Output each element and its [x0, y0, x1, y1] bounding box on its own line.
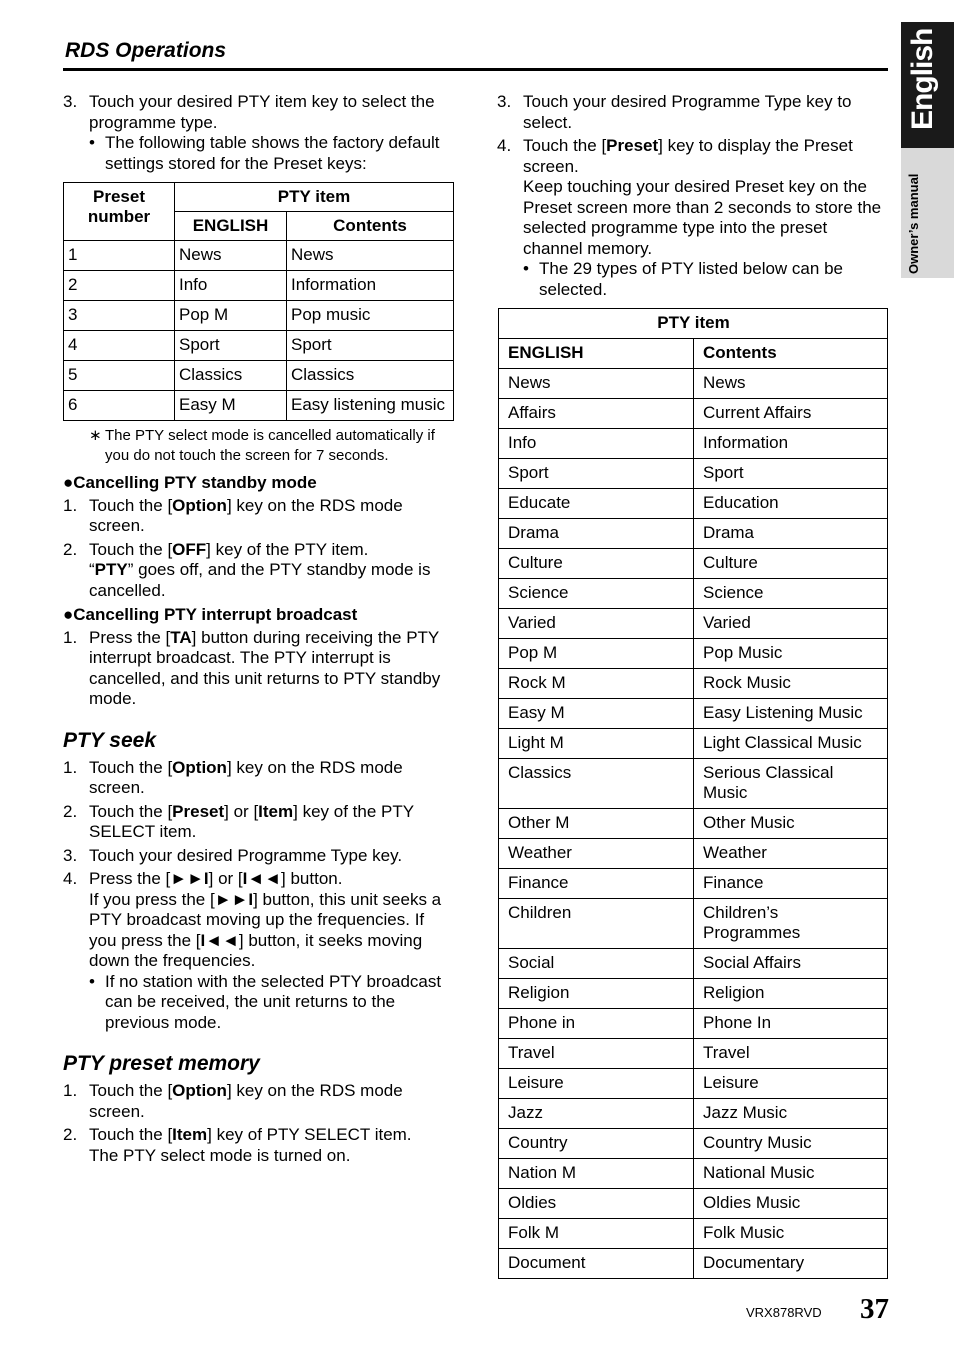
pty-contents-cell: Documentary: [694, 1249, 888, 1279]
table-row: [64, 331, 454, 361]
step-2: 2. Touch the [Item] key of PTY SELECT item. The PTY select mode is turned on.: [63, 1125, 412, 1165]
pty-contents-cell: Social Affairs: [694, 949, 888, 979]
header-rule: [63, 68, 888, 71]
pty-contents-cell: Travel: [694, 1039, 888, 1069]
pty-english-cell: Folk M: [499, 1219, 694, 1249]
table-row: [499, 1219, 888, 1249]
preset-table: [63, 182, 454, 421]
cell: 1: [64, 241, 175, 271]
cell: News: [175, 241, 287, 271]
table-row: [499, 459, 888, 489]
pty-english-cell: Weather: [499, 839, 694, 869]
cancel-standby-heading: ●Cancelling PTY standby mode: [63, 473, 317, 492]
table-row: [499, 639, 888, 669]
key-off: OFF: [172, 539, 207, 559]
key-item: Item: [172, 1125, 208, 1144]
step-3: [63, 92, 455, 174]
note: [63, 426, 455, 465]
table-row: [499, 519, 888, 549]
bullet: • The following table shows the factory default settings stored for the Preset keys:: [89, 133, 455, 174]
cell: Pop M: [175, 301, 287, 331]
pty-contents-cell: Light Classical Music: [694, 729, 888, 759]
table-row: [499, 949, 888, 979]
key-option: Option: [172, 495, 227, 515]
pty-contents-cell: Folk Music: [694, 1219, 888, 1249]
pty-contents-cell: News: [694, 369, 888, 399]
table-row: [499, 579, 888, 609]
col-english: ENGLISH: [499, 339, 694, 369]
cell: Pop music: [287, 301, 454, 331]
pty-contents-cell: Weather: [694, 839, 888, 869]
pty-contents-cell: Pop Music: [694, 639, 888, 669]
prev-track-icon: I◄◄: [242, 869, 282, 888]
step-text: Keep touching your desired Preset key on the Preset screen more than 2 seconds to store the selected programme type into the preset channel memory.: [523, 177, 882, 258]
pty-english-cell: Religion: [499, 979, 694, 1009]
pty-contents-cell: Leisure: [694, 1069, 888, 1099]
col-pty-item: PTY item: [499, 309, 888, 339]
pty-english-cell: Nation M: [499, 1159, 694, 1189]
pty-english-cell: Rock M: [499, 669, 694, 699]
cell: Sport: [175, 331, 287, 361]
table-row: [499, 1129, 888, 1159]
table-row: [499, 979, 888, 1009]
pty-english-cell: Finance: [499, 869, 694, 899]
table-row: [499, 489, 888, 519]
table-row: [499, 869, 888, 899]
table-row: [64, 271, 454, 301]
pty-contents-cell: Information: [694, 429, 888, 459]
manual-label: Owner’s manual: [906, 173, 921, 274]
pty-english-cell: Pop M: [499, 639, 694, 669]
prev-track-icon: I◄◄: [200, 930, 239, 950]
pty-english-cell: Oldies: [499, 1189, 694, 1219]
pty-english-cell: Light M: [499, 729, 694, 759]
table-row: [499, 1249, 888, 1279]
pty-contents-cell: Oldies Music: [694, 1189, 888, 1219]
col-contents: Contents: [694, 339, 888, 369]
table-row: [64, 391, 454, 421]
next-track-icon: ►►I: [170, 869, 209, 888]
pty-english-cell: Affairs: [499, 399, 694, 429]
pty-english-cell: Science: [499, 579, 694, 609]
col-english: ENGLISH: [175, 212, 287, 241]
cell: Easy listening music: [287, 391, 454, 421]
pty-english-cell: Jazz: [499, 1099, 694, 1129]
step-4: 4. Press the [►►I] or [I◄◄] button. If you press the [►►I] button, this unit seeks a PTY broadcast moving up the frequencies. If you press the [I◄◄] button, it seeks moving down the frequencies. • If no station with the selected PTY broadcast can be received, the unit returns to the previous mode.: [63, 869, 455, 1033]
table-row: [499, 839, 888, 869]
pty-contents-cell: National Music: [694, 1159, 888, 1189]
step-1: 1. Press the [TA] button during receiving the PTY interrupt broadcast. The PTY interrupt is cancelled, and this unit returns to PTY standby mode.: [63, 627, 441, 708]
pty-contents-cell: Jazz Music: [694, 1099, 888, 1129]
key-option: Option: [172, 1081, 227, 1100]
table-row: [499, 1009, 888, 1039]
pty-english-cell: News: [499, 369, 694, 399]
bullet: • If no station with the selected PTY broadcast can be received, the unit returns to the previous mode.: [89, 972, 455, 1034]
table-row: [499, 729, 888, 759]
cell: 2: [64, 271, 175, 301]
pty-contents-cell: Other Music: [694, 809, 888, 839]
pty-english-cell: Travel: [499, 1039, 694, 1069]
cell: 3: [64, 301, 175, 331]
pty-contents-cell: Children’s Programmes: [694, 899, 888, 949]
pty-contents-cell: Sport: [694, 459, 888, 489]
col-contents: Contents: [287, 212, 454, 241]
pty-english-cell: Phone in: [499, 1009, 694, 1039]
table-row: [499, 759, 888, 809]
pty-seek-heading: PTY seek: [63, 728, 157, 752]
cell: Classics: [287, 361, 454, 391]
table-row: [499, 1159, 888, 1189]
pty-contents-cell: Current Affairs: [694, 399, 888, 429]
table-row: [499, 549, 888, 579]
pty-english-cell: Easy M: [499, 699, 694, 729]
cell: Information: [287, 271, 454, 301]
pty-contents-cell: Varied: [694, 609, 888, 639]
pty-contents-cell: Education: [694, 489, 888, 519]
step-1: 1. Touch the [Option] key on the RDS mode screen.: [63, 495, 403, 535]
pty-english-cell: Classics: [499, 759, 694, 809]
step-1: 1. Touch the [Option] key on the RDS mode screen.: [63, 757, 403, 797]
pty-english-cell: Sport: [499, 459, 694, 489]
pty-contents-cell: Serious Classical Music: [694, 759, 888, 809]
step-number: 3.: [63, 92, 78, 111]
pty-indicator: PTY: [94, 560, 128, 579]
pty-contents-cell: Finance: [694, 869, 888, 899]
table-row: [499, 1039, 888, 1069]
pty-contents-cell: Drama: [694, 519, 888, 549]
cell: 5: [64, 361, 175, 391]
bullet-text: The 29 types of PTY listed below can be selected.: [539, 259, 843, 299]
step-3: 3. Touch your desired Programme Type key.: [63, 846, 455, 867]
table-row: [499, 899, 888, 949]
bullet: • The 29 types of PTY listed below can be selected.: [523, 259, 889, 300]
pty-english-cell: Social: [499, 949, 694, 979]
bullet-text: The following table shows the factory default settings stored for the Preset keys:: [105, 133, 440, 173]
pty-contents-cell: Religion: [694, 979, 888, 1009]
key-preset: Preset: [172, 801, 225, 821]
table-row: [499, 669, 888, 699]
cell: 4: [64, 331, 175, 361]
step-text: Touch your desired PTY item key to select the programme type.: [89, 92, 435, 132]
table-row: [499, 399, 888, 429]
table-row: [499, 609, 888, 639]
cell: 6: [64, 391, 175, 421]
pty-contents-cell: Phone In: [694, 1009, 888, 1039]
step-2: 2. Touch the [Preset] or [Item] key of the PTY SELECT item.: [63, 801, 414, 841]
pty-english-cell: Document: [499, 1249, 694, 1279]
left-column: [63, 92, 455, 1169]
cell: Easy M: [175, 391, 287, 421]
table-row: [499, 809, 888, 839]
pty-english-cell: Leisure: [499, 1069, 694, 1099]
language-label: English: [906, 28, 939, 130]
table-row: [64, 241, 454, 271]
pty-contents-cell: Country Music: [694, 1129, 888, 1159]
table-row: [64, 301, 454, 331]
key-item: Item: [258, 801, 294, 821]
next-track-icon: ►►I: [214, 889, 254, 909]
pty-contents-cell: Science: [694, 579, 888, 609]
table-row: [499, 699, 888, 729]
pty-english-cell: Varied: [499, 609, 694, 639]
pty-english-cell: Other M: [499, 809, 694, 839]
table-row: [499, 369, 888, 399]
cell: Sport: [287, 331, 454, 361]
col-preset-number: Preset number: [64, 183, 175, 241]
step-4: 4. Touch the [Preset] key to display the Preset screen. Keep touching your desired Preset key on the Preset screen more than 2 seconds to store the selected programme type into the preset channel memory. • The 29 types of PTY listed below can be selected.: [497, 136, 889, 300]
pty-contents-cell: Easy Listening Music: [694, 699, 888, 729]
cell: News: [287, 241, 454, 271]
pty-contents-cell: Culture: [694, 549, 888, 579]
step-1: 1. Touch the [Option] key on the RDS mode screen.: [63, 1081, 403, 1121]
table-row: [499, 1069, 888, 1099]
key-ta: TA: [170, 627, 192, 647]
step-3: 3. Touch your desired Programme Type key to select.: [497, 92, 889, 133]
pty-english-cell: Children: [499, 899, 694, 949]
table-row: [499, 1189, 888, 1219]
cell: Classics: [175, 361, 287, 391]
cancel-interrupt-heading: ●Cancelling PTY interrupt broadcast: [63, 605, 358, 624]
key-option: Option: [172, 757, 227, 777]
col-pty-item: PTY item: [175, 183, 454, 212]
note-mark: ∗: [89, 427, 102, 444]
table-row: [64, 361, 454, 391]
key-preset: Preset: [606, 136, 659, 155]
page-title: RDS Operations: [65, 39, 227, 62]
note-text: The PTY select mode is cancelled automatically if you do not touch the screen for 7 seconds.: [105, 427, 435, 464]
pty-contents-cell: Rock Music: [694, 669, 888, 699]
pty-english-cell: Culture: [499, 549, 694, 579]
pty-english-cell: Info: [499, 429, 694, 459]
step-text: Touch your desired Programme Type key to select.: [523, 92, 852, 132]
pty-english-cell: Educate: [499, 489, 694, 519]
pty-english-cell: Country: [499, 1129, 694, 1159]
bullet-text: If no station with the selected PTY broadcast can be received, the unit returns to the previous mode.: [105, 971, 442, 1032]
model-number: VRX878RVD: [746, 1305, 822, 1320]
pty-english-cell: Drama: [499, 519, 694, 549]
cell: Info: [175, 271, 287, 301]
pty-table: [498, 308, 888, 1279]
table-row: [499, 429, 888, 459]
page-number: 37: [860, 1293, 889, 1325]
right-column: [497, 92, 889, 1279]
table-row: [499, 1099, 888, 1129]
step-text: Touch your desired Programme Type key.: [89, 845, 403, 865]
pty-preset-heading: PTY preset memory: [63, 1052, 260, 1075]
step-2: 2. Touch the [OFF] key of the PTY item. “PTY” goes off, and the PTY standby mode is cancelled.: [63, 539, 431, 600]
